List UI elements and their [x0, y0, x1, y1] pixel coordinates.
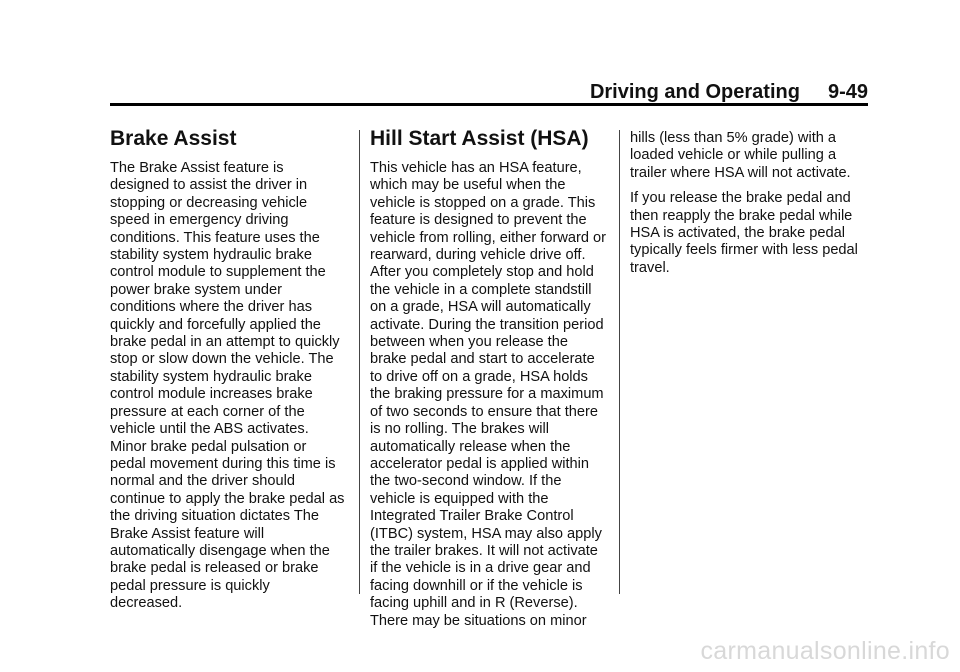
text-line: stability system hydraulic brake: [110, 368, 312, 385]
text-line: pedal movement during this time is: [110, 455, 336, 472]
text-line: activate. During the transition period: [370, 316, 604, 333]
text-line: the driving situation dictates The: [110, 508, 320, 525]
column-hill-start-assist: [370, 126, 610, 638]
text-line: (ITBC) system, HSA may also apply: [370, 525, 602, 542]
text-line: continue to apply the brake pedal as: [110, 490, 345, 507]
text-line: After you completely stop and hold: [370, 264, 594, 281]
text-line: Minor brake pedal pulsation or: [110, 438, 307, 455]
column-hsa-continued: [630, 130, 868, 285]
text-line: pressure at each corner of the: [110, 403, 305, 420]
text-line: The Brake Assist feature is: [110, 160, 284, 176]
text-line: hills (less than 5% grade) with a: [630, 130, 837, 146]
text-line: vehicle is equipped with the: [370, 490, 549, 507]
text-line: is no rolling. The brakes will: [370, 421, 549, 438]
text-line: stop or slow down the vehicle. The: [110, 351, 334, 368]
column-brake-assist: [110, 126, 348, 621]
header-rule: [110, 103, 868, 106]
text-line: facing downhill or if the vehicle is: [370, 577, 583, 594]
text-line: This vehicle has an HSA feature,: [370, 160, 582, 176]
text-line: Brake Assist feature will: [110, 525, 265, 542]
text-line: control module to supplement the: [110, 264, 326, 281]
text-line: There may be situations on minor: [370, 612, 587, 629]
text-line: brake pedal is released or brake: [110, 560, 319, 577]
text-line: If you release the brake pedal and: [630, 190, 851, 207]
brake-assist-paragraph: [110, 160, 348, 613]
text-line: between when you release the: [370, 334, 568, 351]
column-divider-2: [619, 130, 620, 594]
text-line: power brake system under: [110, 281, 282, 298]
text-line: Integrated Trailer Brake Control: [370, 508, 574, 525]
text-line: stability system hydraulic brake: [110, 247, 312, 264]
text-line: then reapply the brake pedal while: [630, 207, 853, 224]
text-line: speed in emergency driving: [110, 212, 289, 229]
text-line: brake pedal in an attempt to quickly: [110, 334, 340, 351]
text-line: typically feels firmer with less pedal: [630, 242, 858, 259]
text-line: feature is designed to prevent the: [370, 212, 587, 229]
header-text: [590, 78, 868, 106]
text-line: decreased.: [110, 595, 183, 612]
text-line: quickly and forcefully applied the: [110, 316, 321, 333]
text-line: vehicle until the ABS activates.: [110, 421, 309, 438]
hsa-paragraph-1: [370, 160, 610, 630]
text-line: the vehicle in a complete standstill: [370, 281, 592, 298]
text-line: of two seconds to ensure that there: [370, 403, 598, 420]
text-line: vehicle from rolling, either forward or: [370, 229, 607, 246]
hill-start-assist-heading: Hill Start Assist (HSA): [370, 127, 589, 150]
text-line: accelerator pedal is applied within: [370, 455, 590, 472]
text-line: brake pedal and start to accelerate: [370, 351, 595, 368]
text-line: the trailer brakes. It will not activate: [370, 542, 598, 559]
text-line: to drive off on a grade, HSA holds: [370, 368, 588, 385]
page-header: [110, 78, 868, 106]
watermark: carmanualsonline.info: [700, 637, 950, 665]
text-line: if the vehicle is in a drive gear and: [370, 560, 591, 577]
hsa-paragraph-1-continued: [630, 130, 868, 182]
hsa-paragraph-2: [630, 190, 868, 277]
text-line: facing uphill and in R (Reverse).: [370, 595, 578, 612]
brake-assist-heading: Brake Assist: [110, 127, 237, 150]
text-line: the braking pressure for a maximum: [370, 386, 604, 403]
text-line: which may be useful when the: [370, 177, 566, 194]
text-line: automatically release when the: [370, 438, 571, 455]
text-line: pedal pressure is quickly: [110, 577, 270, 594]
text-line: travel.: [630, 259, 670, 276]
page-number: 9-49: [827, 81, 868, 103]
column-divider-1: [359, 130, 360, 594]
text-line: conditions. This feature uses the: [110, 229, 320, 246]
section-title: Driving and Operating: [589, 81, 800, 103]
text-line: control module increases brake: [110, 386, 313, 403]
text-line: on a grade, HSA will automatically: [370, 299, 591, 316]
text-line: vehicle is stopped on a grade. This: [370, 194, 596, 211]
text-line: rearward, during vehicle drive off.: [370, 247, 586, 264]
text-line: normal and the driver should: [110, 473, 295, 490]
text-line: designed to assist the driver in: [110, 177, 308, 194]
text-line: automatically disengage when the: [110, 542, 330, 559]
text-line: HSA is activated, the brake pedal: [630, 225, 845, 242]
text-line: stopping or decreasing vehicle: [110, 194, 308, 211]
text-line: trailer where HSA will not activate.: [630, 164, 851, 181]
text-line: loaded vehicle or while pulling a: [630, 147, 837, 164]
text-line: conditions where the driver has: [110, 299, 312, 316]
text-line: the two-second window. If the: [370, 473, 562, 490]
